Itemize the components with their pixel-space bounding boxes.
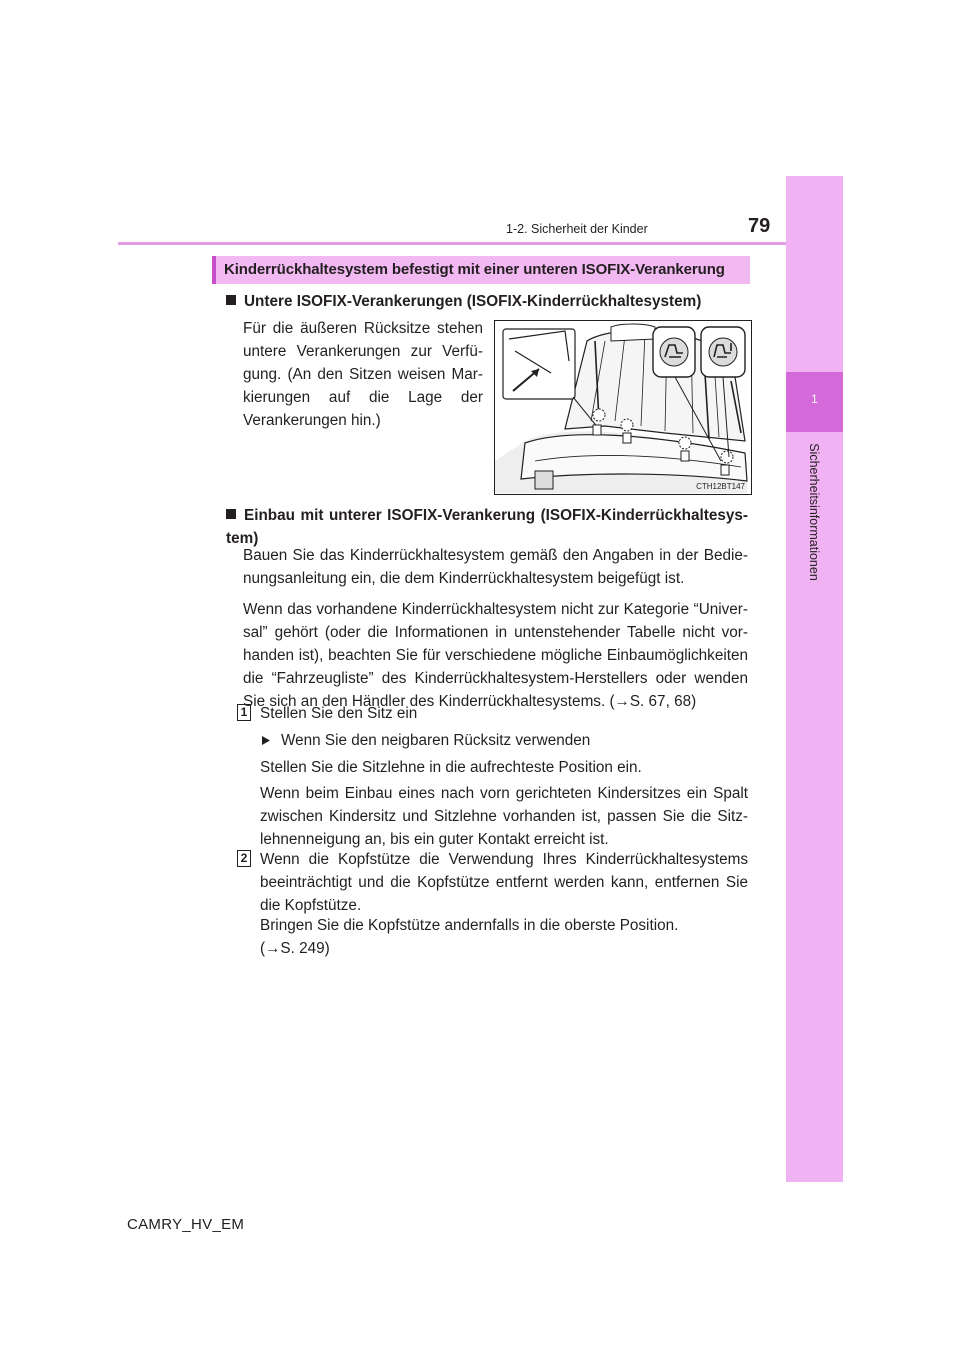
- title-bar-text: Kinderrückhaltesystem befestigt mit einer unteren ISOFIX-Verankerung: [224, 261, 725, 278]
- header-rule: [118, 242, 786, 245]
- chapter-label: Sicherheitsinformationen: [807, 443, 821, 581]
- rear-seat-drawing: [495, 321, 751, 494]
- page-number: 79: [748, 215, 771, 237]
- figure-code: CTH12BT147: [696, 482, 745, 491]
- install-paragraph-1: Bauen Sie das Kinderrückhaltesystem gemäß den Angaben in der Bedie-nungsanleitung ein, die dem Kinderrückhaltesystem beigefügt ist.: [243, 547, 748, 587]
- step-number-2: 2: [237, 850, 251, 867]
- step-2-paragraph-line-1: Bringen Sie die Kopfstütze andernfalls in die oberste Position.: [260, 917, 679, 934]
- triangle-bullet-icon: [260, 729, 272, 752]
- step-1-paragraph-2: Wenn beim Einbau eines nach vorn gerichteten Kindersitzes ein Spalt zwischen Kindersitz und Sitzlehne vorhanden ist, passen Sie die Sitz-lehnenneigung an, bis ein guter Kontakt erreicht ist.: [260, 785, 748, 848]
- step-number-1: 1: [237, 704, 251, 721]
- install-paragraph-2: Wenn das vorhandene Kinderrückhaltesystem nicht zur Kategorie “Univer-sal” gehört (oder die Informationen in untenstehender Tabelle nicht vor-handen ist), beachten Sie für verschiedene mögliche Einbaumöglichkeiten die “Fahrzeugliste” des Kinderrückhaltesystem-Herstellers oder wenden Sie sich an den Händler des Kinderrückhaltesystems. (→S. 67, 68): [243, 601, 748, 710]
- step-1-title: Stellen Sie den Sitz ein: [260, 705, 418, 722]
- square-bullet-icon: [226, 295, 236, 305]
- chapter-tab: [786, 176, 843, 1182]
- anchors-heading: [226, 290, 701, 313]
- anchors-text: Für die äußeren Rücksitze stehen untere Verankerungen zur Verfü-gung. (An den Sitzen weisen Mar-kierungen auf die Lage der Verankerungen hin.): [243, 320, 483, 429]
- step-2-paragraph-line-2: (→S. 249): [260, 940, 330, 957]
- step-2-paragraph: [260, 914, 748, 960]
- step-1-sub-bullet: Wenn Sie den neigbaren Rücksitz verwenden: [281, 732, 591, 749]
- anchors-heading-text: Untere ISOFIX-Verankerungen (ISOFIX-Kinderrückhaltesystem): [244, 293, 702, 310]
- chapter-number: 1: [811, 392, 818, 406]
- section-reference: 1-2. Sicherheit der Kinder: [506, 222, 648, 236]
- square-bullet-icon: [226, 509, 236, 519]
- step-1-paragraph-1: Stellen Sie die Sitzlehne in die aufrechteste Position ein.: [260, 759, 642, 776]
- document-code: CAMRY_HV_EM: [127, 1216, 245, 1233]
- seat-anchor-illustration: [494, 320, 752, 495]
- install-heading-text: Einbau mit unterer ISOFIX-Verankerung (ISOFIX-Kinderrückhaltesys-tem): [226, 507, 748, 547]
- step-2-title: Wenn die Kopfstütze die Verwendung Ihres Kinderrückhaltesystems beeinträchtigt und die Kopfstütze entfernt werden kann, entfernen Sie die Kopfstütze.: [260, 851, 748, 914]
